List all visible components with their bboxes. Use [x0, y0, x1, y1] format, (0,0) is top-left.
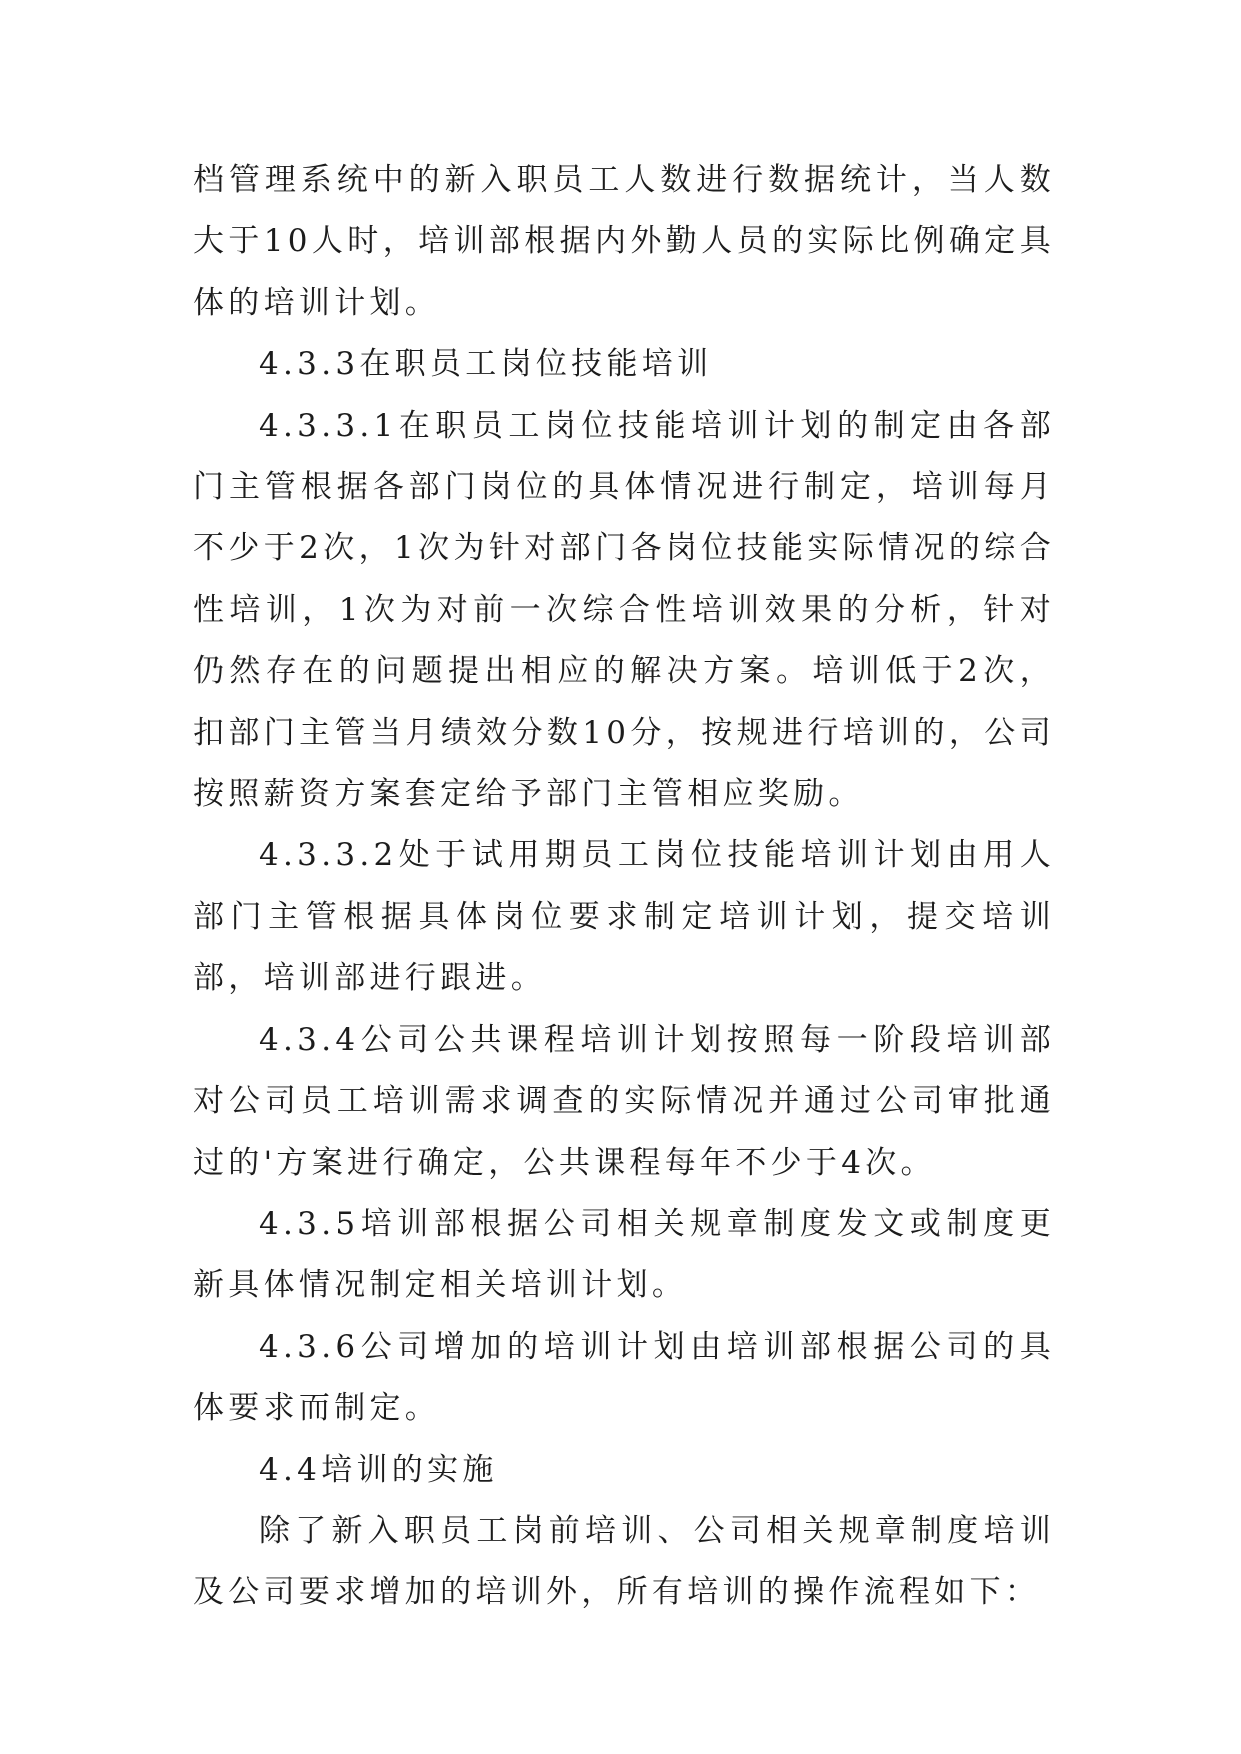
document-body	[193, 150, 1055, 1624]
paragraph-continuation: 档管理系统中的新入职员工人数进行数据统计，当人数大于10人时，培训部根据内外勤人员的实际比例确定具体的培训计划。	[193, 162, 1055, 321]
heading-4-4: 4.4培训的实施	[259, 1451, 498, 1488]
paragraph-4-3-3-1: 4.3.3.1在职员工岗位技能培训计划的制定由各部门主管根据各部门岗位的具体情况进行制定，培训每月不少于2次，1次为针对部门各岗位技能实际情况的综合性培训，1次为对前一次综合性培训效果的分析，针对仍然存在的问题提出相应的解决方案。培训低于2次，扣部门主管当月绩效分数10分，按规进行培训的，公司按照薪资方案套定给予部门主管相应奖励。	[193, 407, 1055, 813]
paragraph-4-4-intro: 除了新入职员工岗前培训、公司相关规章制度培训及公司要求增加的培训外，所有培训的操作流程如下：	[193, 1512, 1055, 1611]
paragraph-4-3-5: 4.3.5培训部根据公司相关规章制度发文或制度更新具体情况制定相关培训计划。	[193, 1205, 1055, 1304]
paragraph-4-3-3-2: 4.3.3.2处于试用期员工岗位技能培训计划由用人部门主管根据具体岗位要求制定培训计划，提交培训部，培训部进行跟进。	[193, 837, 1055, 997]
heading-4-3-3: 4.3.3在职员工岗位技能培训	[259, 346, 713, 383]
paragraph-4-3-6: 4.3.6公司增加的培训计划由培训部根据公司的具体要求而制定。	[193, 1328, 1055, 1427]
paragraph-4-3-4: 4.3.4公司公共课程培训计划按照每一阶段培训部对公司员工培训需求调查的实际情况并通过公司审批通过的'方案进行确定，公共课程每年不少于4次。	[193, 1021, 1055, 1181]
